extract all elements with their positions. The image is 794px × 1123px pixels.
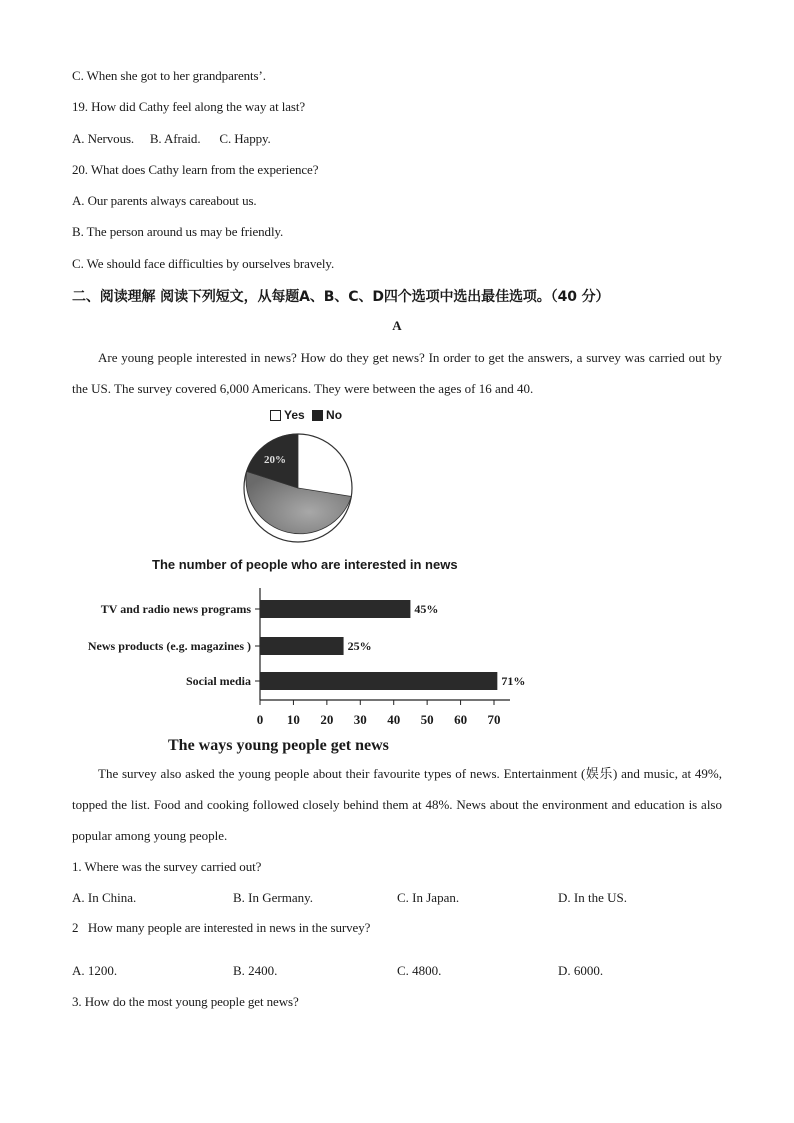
q2-option-c: C. 4800. — [397, 963, 442, 978]
pie-legend — [270, 408, 342, 422]
bar-category-label: News products (e.g. magazines ) — [87, 639, 251, 653]
q18-option-c: C. When she got to her grandparents’. — [72, 68, 266, 83]
intro-paragraph-text: Are young people interested in news? How do they get news? In order to get the answers, a survey was carried out by the US. The survey covered 6,000 Americans. They were between the ages of 16 and 40. — [72, 350, 722, 396]
q2-option-b: B. 2400. — [233, 963, 278, 978]
bar-value-label: 71% — [501, 674, 526, 688]
second-paragraph — [72, 758, 722, 851]
q20-option-a: A. Our parents always careabout us. — [72, 193, 257, 208]
q20-option-b: B. The person around us may be friendly. — [72, 224, 284, 239]
q2-option-a: A. 1200. — [72, 963, 118, 978]
legend-yes-label: Yes — [284, 408, 305, 422]
legend-no-label: No — [326, 408, 343, 422]
bar-x-tick-label: 40 — [387, 712, 401, 727]
q2-option-d: D. 6000. — [558, 963, 604, 978]
bar-value-label: 45% — [414, 602, 439, 616]
q19-options: A. Nervous. B. Afraid. C. Happy. — [72, 131, 271, 146]
bar-category-label: TV and radio news programs — [100, 602, 251, 616]
legend-no-swatch — [312, 410, 323, 421]
bar-x-tick-label: 0 — [256, 712, 264, 727]
bar-x-tick-label: 70 — [487, 712, 501, 727]
bar-chart-title: The ways young people get news — [168, 737, 389, 754]
bar-x-tick-label: 20 — [320, 712, 334, 727]
q1-option-b: B. In Germany. — [233, 890, 314, 905]
pie-caption: The number of people who are interested in news — [152, 557, 458, 572]
second-paragraph-text: The survey also asked the young people about their favourite types of news. Entertainment (娱乐) and music, at 49%, topped the list. Food and cooking followed closely behind them at 48%. News about the environment and education is also popular among young people. — [72, 766, 722, 843]
pie-chart — [240, 430, 360, 550]
q2-stem: 2 How many people are interested in news in the survey? — [72, 920, 371, 935]
bar-mark — [260, 600, 410, 618]
bar-mark — [260, 672, 497, 690]
bar-x-tick-label: 60 — [454, 712, 468, 727]
intro-paragraph — [72, 342, 722, 404]
pie-no-label: 20% — [264, 454, 286, 466]
bar-x-tick-label: 30 — [353, 712, 367, 727]
bar-value-label: 25% — [347, 639, 372, 653]
q1-stem: 1. Where was the survey carried out? — [72, 859, 262, 874]
q1-option-c: C. In Japan. — [397, 890, 460, 905]
q3-stem: 3. How do the most young people get news? — [72, 994, 299, 1009]
q19-stem: 19. How did Cathy feel along the way at last? — [72, 99, 306, 114]
bar-mark — [260, 637, 344, 655]
q20-option-c: C. We should face difficulties by ourselves bravely. — [72, 256, 335, 271]
q1-option-d: D. In the US. — [558, 890, 627, 905]
section-heading: 二、阅读理解 阅读下列短文，从每题A、B、C、D四个选项中选出最佳选项。（40 分） — [72, 289, 610, 305]
q20-stem: 20. What does Cathy learn from the experience? — [72, 162, 319, 177]
bar-x-tick-label: 50 — [420, 712, 434, 727]
passage-label: A — [392, 318, 402, 333]
bar-category-label: Social media — [186, 674, 251, 688]
legend-yes-swatch — [270, 410, 281, 421]
bar-chart — [70, 588, 550, 758]
q1-option-a: A. In China. — [72, 890, 137, 905]
bar-x-tick-label: 10 — [286, 712, 300, 727]
